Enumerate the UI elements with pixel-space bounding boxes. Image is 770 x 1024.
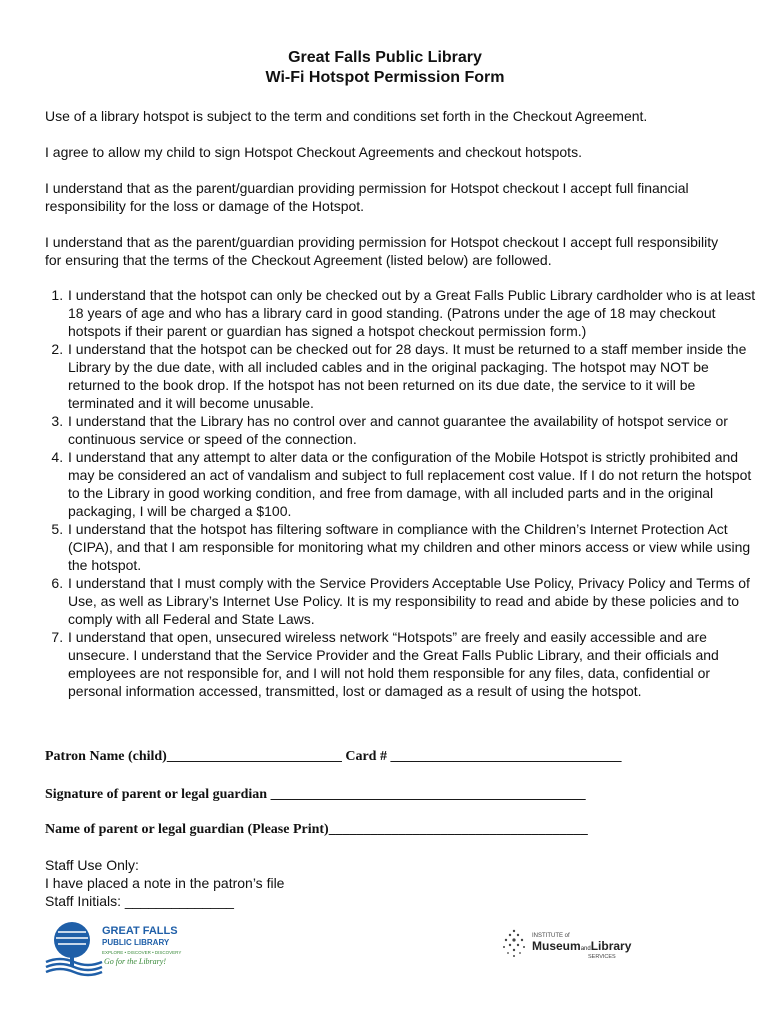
guardian-signature-field[interactable]: Signature of parent or legal guardian _____________________________________________ xyxy=(45,787,586,802)
staff-initials-field[interactable]: Staff Initials: ______________ xyxy=(45,893,234,909)
terms-item: 7. I understand that open, unsecured wireless network “Hotspots” are freely and easily accessible and are unsecure. I understand that the Service Provider and the Great Falls Public Library, and their officials and employees are not responsible for, and I will not hold them responsible for any files, data, confidential or personal information accessed, transmitted, lost or damaged as a result of using the hotspot. xyxy=(67,628,757,700)
terms-item: 6. I understand that I must comply with the Service Providers Acceptable Use Policy, Privacy Policy and Terms of Use, as well as Library’s Internet Use Policy. It is my responsibility to read and abide by these policies and to comply with all Federal and State Laws. xyxy=(67,574,757,628)
logo-text: GREAT FALLS xyxy=(102,925,178,937)
intro-paragraph: I agree to allow my child to sign Hotspot Checkout Agreements and checkout hotspots. xyxy=(45,144,582,160)
terms-list xyxy=(45,286,757,700)
logo-text: SERVICES xyxy=(588,954,616,960)
great-falls-library-logo xyxy=(40,918,200,978)
terms-item: 2. I understand that the hotspot can be checked out for 28 days. It must be returned to a staff member inside the Library by the due date, with all included cables and in the original packaging. The hotspot may NOT be returned to the book drop. If the hotspot has not been returned on its due date, the service to it will be terminated and it will become unusable. xyxy=(67,340,757,412)
library-title: Great Falls Public Library xyxy=(288,49,482,66)
staff-use-heading: Staff Use Only: xyxy=(45,857,139,873)
logo-text: PUBLIC LIBRARY xyxy=(102,938,170,947)
guardian-print-name-field[interactable]: Name of parent or legal guardian (Please Print)_____________________________________ xyxy=(45,822,588,837)
terms-item: 4. I understand that any attempt to alter data or the configuration of the Mobile Hotspot is strictly prohibited and may be considered an act of vandalism and subject to full replacement cost value. If I do not return the hotspot to the Library in good working condition, and free from damage, with all included parts and in the original packaging, I will be charged a $100. xyxy=(67,448,757,520)
form-title: Wi-Fi Hotspot Permission Form xyxy=(265,69,505,86)
logo-tagline: EXPLORE • DISCOVER • DISCOVERY xyxy=(102,950,182,955)
staff-use-section xyxy=(45,856,284,910)
terms-item: 3. I understand that the Library has no control over and cannot guarantee the availability of hotspot service or continuous service or speed of the connection. xyxy=(67,412,757,448)
imls-logo xyxy=(500,925,650,967)
terms-item: 1. I understand that the hotspot can only be checked out by a Great Falls Public Library cardholder who is at least 18 years of age and who has a library card in good standing. (Patrons under the age of 18 may checkout hotspots if their parent or guardian has signed a hotspot checkout permission form.) xyxy=(67,286,757,340)
starburst-icon xyxy=(503,930,525,957)
intro-paragraph: I understand that as the parent/guardian providing permission for Hotspot checkout I accept full financial responsibility for the loss or damage of the Hotspot. xyxy=(45,180,689,214)
intro-paragraph: Use of a library hotspot is subject to the term and conditions set forth in the Checkout Agreement. xyxy=(45,108,648,124)
logo-text: MuseumandLibrary xyxy=(532,939,632,953)
patron-name-card-field[interactable]: Patron Name (child)_________________________ Card # _________________________________ xyxy=(45,749,622,764)
intro-paragraph: I understand that as the parent/guardian providing permission for Hotspot checkout I accept full responsibility for ensuring that the terms of the Checkout Agreement (listed below) are followed. xyxy=(45,234,719,268)
logo-text: INSTITUTE of xyxy=(532,933,570,939)
tree-wave-icon xyxy=(46,922,102,975)
staff-note-text: I have placed a note in the patron’s file xyxy=(45,875,285,891)
terms-item: 5. I understand that the hotspot has filtering software in compliance with the Children’s Internet Protection Act (CIPA), and that I am responsible for monitoring what my children and other minors access or view while using the hotspot. xyxy=(67,520,757,574)
logo-script: Go for the Library! xyxy=(104,957,166,966)
